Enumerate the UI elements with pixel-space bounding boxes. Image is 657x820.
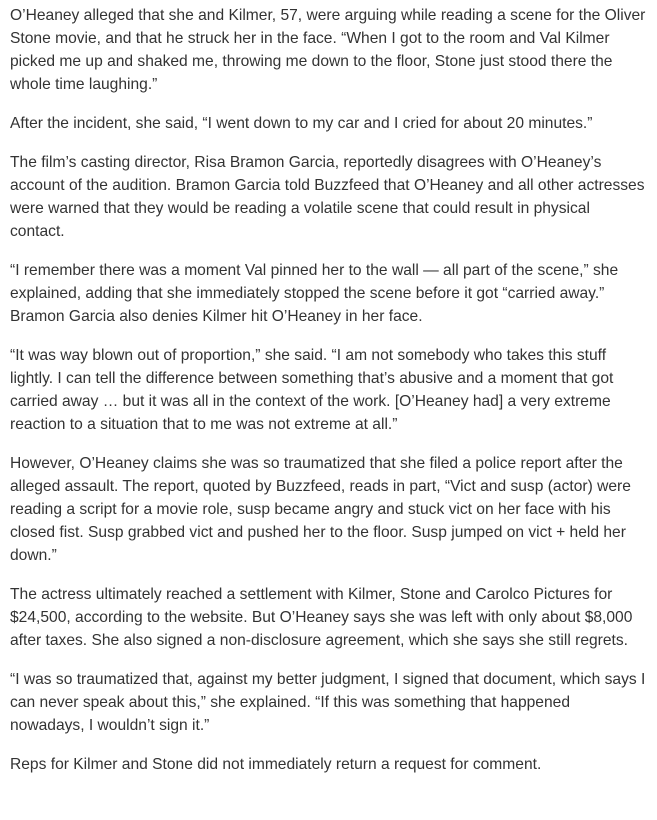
- article-paragraph-2: After the incident, she said, “I went down to my car and I cried for about 20 minutes.”: [10, 115, 593, 132]
- article-paragraph-8: “I was so traumatized that, against my better judgment, I signed that document, which says I can never speak about this,” she explained. “If this was something that happened nowadays, I wouldn’t sign it.”: [10, 671, 646, 734]
- article-paragraph-4: “I remember there was a moment Val pinned her to the wall — all part of the scene,” she explained, adding that she immediately stopped the scene before it got “carried away.” Bramon Garcia also denies Kilmer hit O’Heaney in her face.: [10, 262, 619, 325]
- article-paragraph-1: O’Heaney alleged that she and Kilmer, 57, were arguing while reading a scene for the Oliver Stone movie, and that he struck her in the face. “When I got to the room and Val Kilmer picked me up and shaked me, throwing me down to the floor, Stone just stood there the whole time laughing.”: [10, 7, 646, 93]
- article-paragraph-9: Reps for Kilmer and Stone did not immediately return a request for comment.: [10, 756, 542, 773]
- article-paragraph-6: However, O’Heaney claims she was so traumatized that she filed a police report after the alleged assault. The report, quoted by Buzzfeed, reads in part, “Vict and susp (actor) were reading a script for a movie role, susp became angry and stuck vict on her face with his closed fist. Susp grabbed vict and pushed her to the floor. Susp jumped on vict + held her down.”: [10, 455, 631, 564]
- article-paragraph-5: “It was way blown out of proportion,” she said. “I am not somebody who takes this stuff lightly. I can tell the difference between something that’s abusive and a moment that got carried away … but it was all in the context of the work. [O’Heaney had] a very extreme reaction to a situation that to me was not extreme at all.”: [10, 347, 614, 433]
- article-paragraph-7: The actress ultimately reached a settlement with Kilmer, Stone and Carolco Pictures for $24,500, according to the website. But O’Heaney says she was left with only about $8,000 after taxes. She also signed a non-disclosure agreement, which she says she still regrets.: [10, 586, 633, 649]
- article-paragraph-3: The film’s casting director, Risa Bramon Garcia, reportedly disagrees with O’Heaney’s account of the audition. Bramon Garcia told Buzzfeed that O’Heaney and all other actresses were warned that they would be reading a volatile scene that could result in physical contact.: [10, 154, 645, 240]
